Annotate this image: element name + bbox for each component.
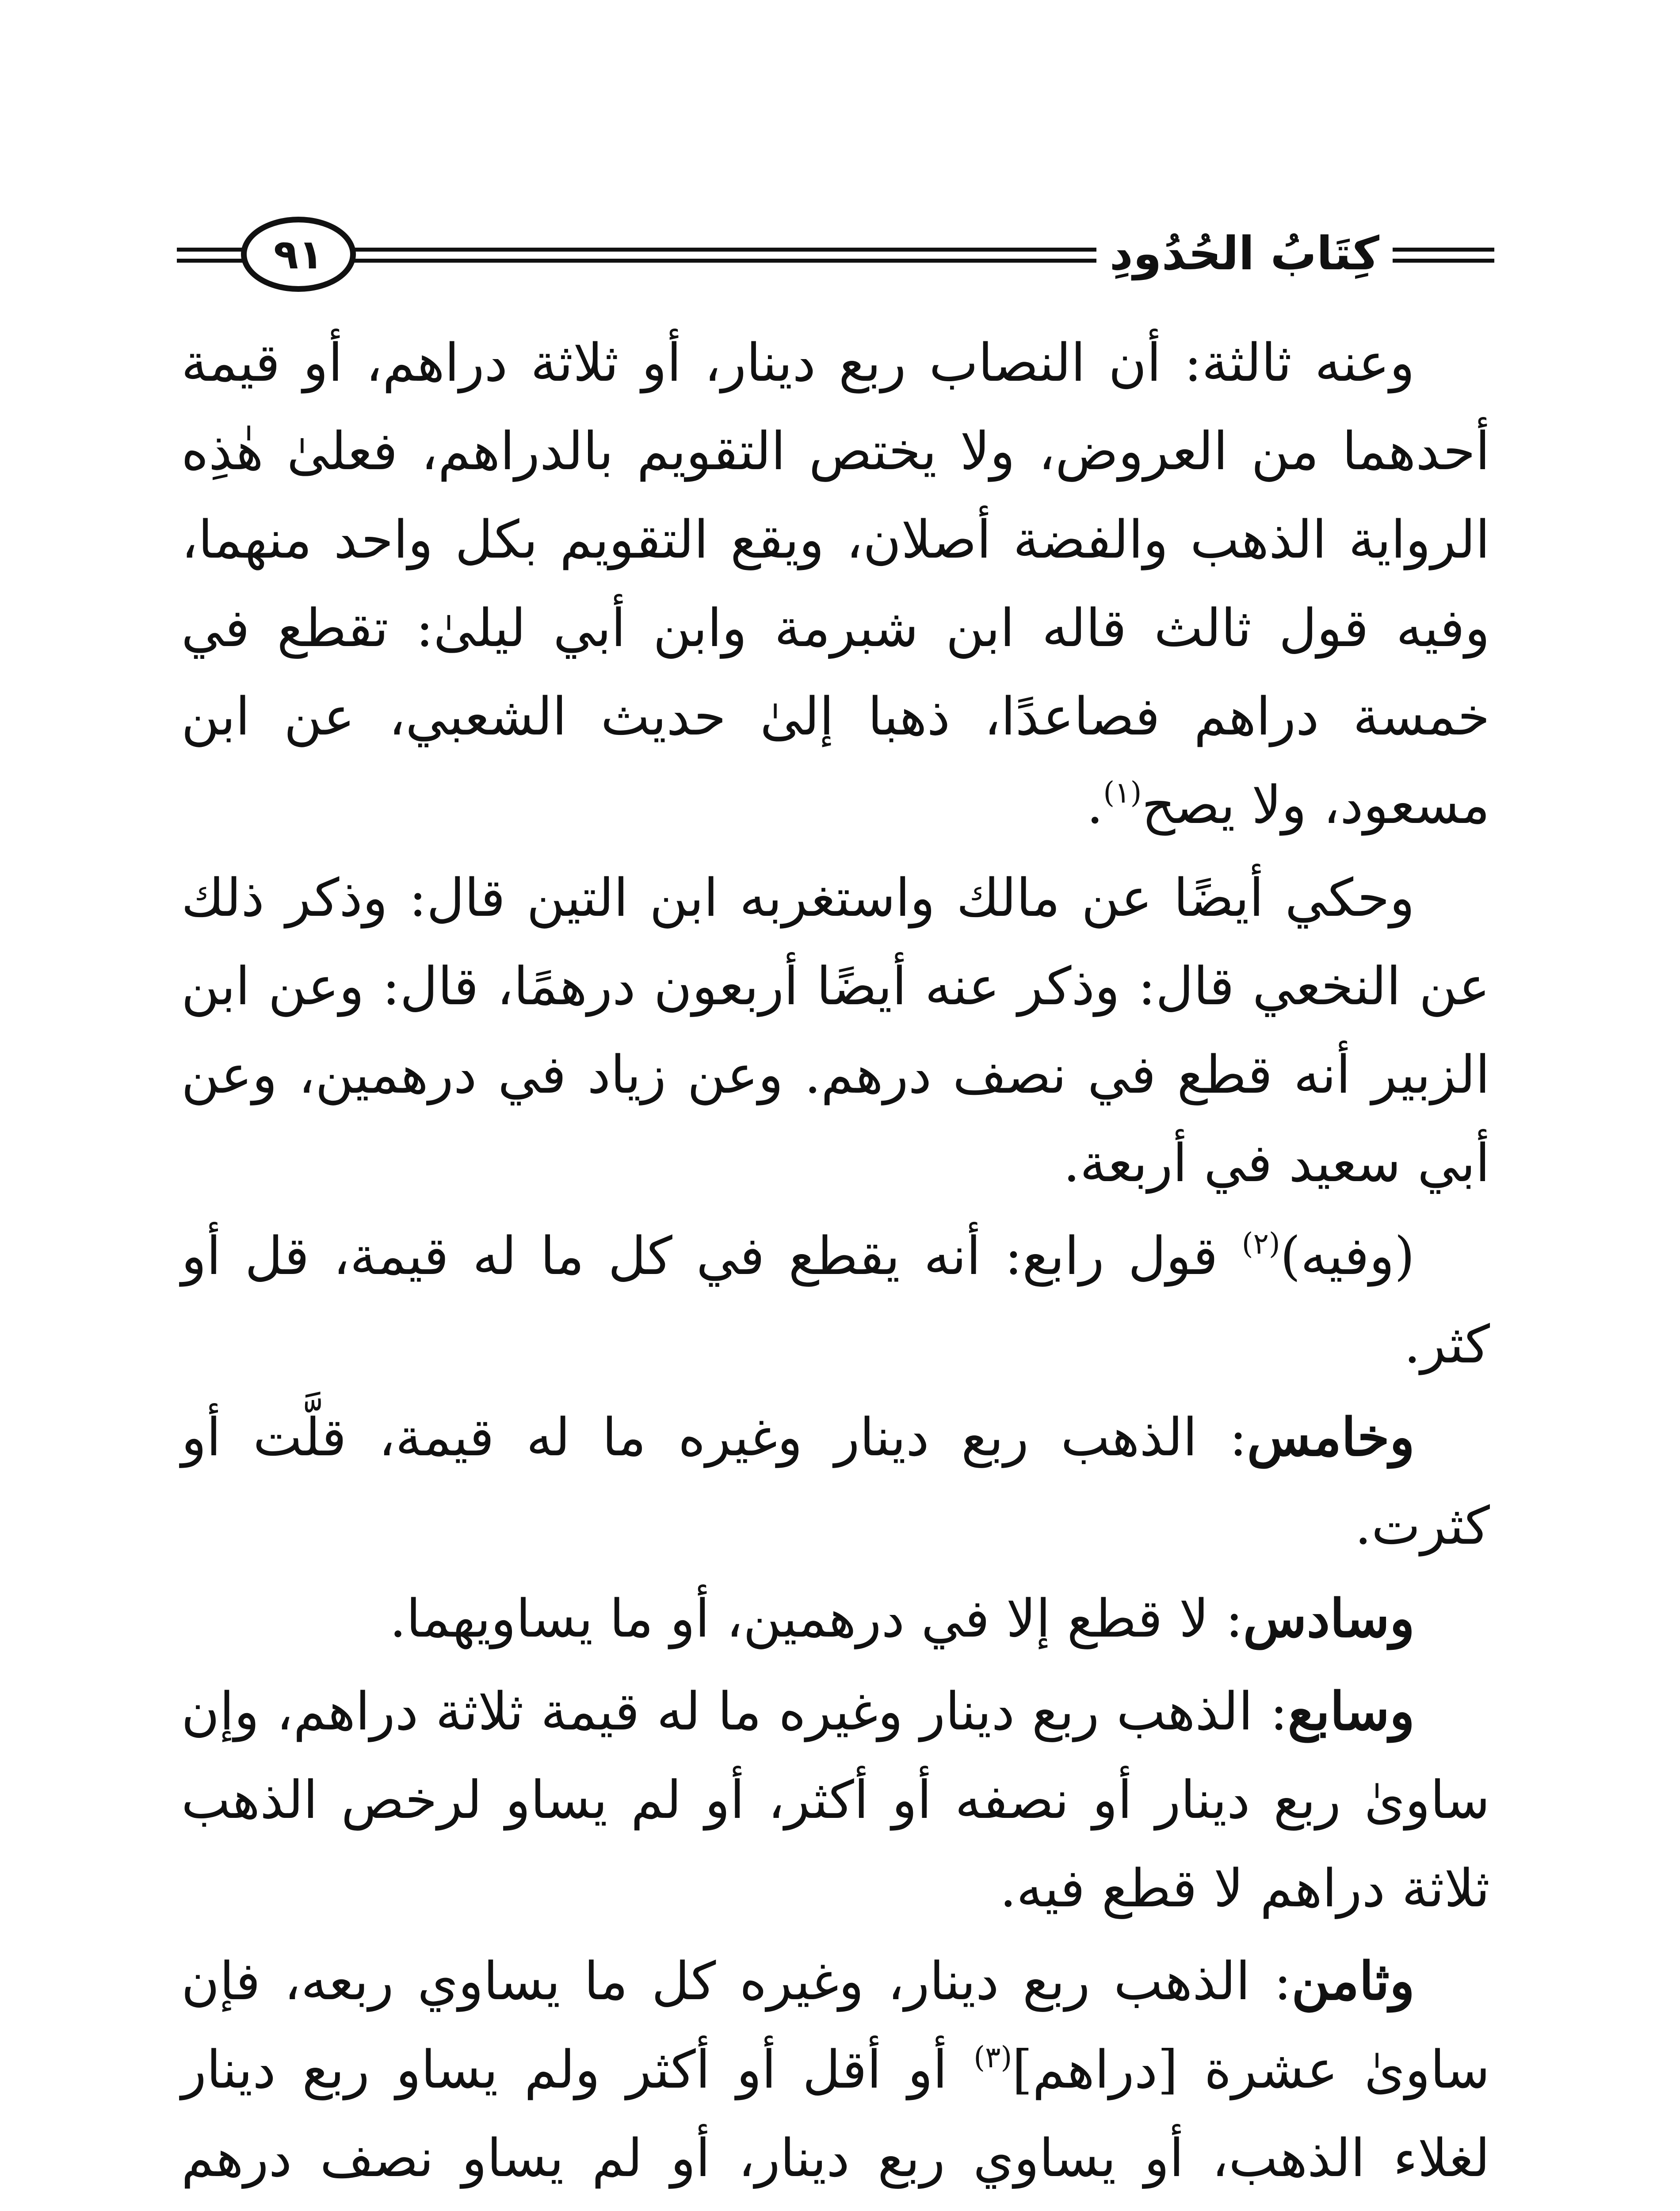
paragraph-text: قول رابع: أنه يقطع في كل ما له قيمة، قل أو كثر.	[181, 1225, 1490, 1375]
ordinal-keyword: وخامس	[1247, 1406, 1415, 1468]
paragraph	[181, 318, 1490, 849]
main-text	[181, 318, 1490, 2211]
page-header	[177, 212, 1494, 301]
paragraph-text: وحكي أيضًا عن مالك واستغربه ابن التين قال: وذكر ذلك عن النخعي قال: وذكر عنه أيضًا أربعون درهمًا، قال: وعن ابن الزبير أنه قطع في نصف درهم. وعن زياد في درهمين، وعن أبي سعيد في أربعة.	[181, 867, 1490, 1193]
paragraph-text: (وفيه)	[1280, 1225, 1415, 1286]
paragraph	[181, 853, 1490, 1207]
ordinal-keyword: وسادس	[1243, 1587, 1415, 1649]
paragraph-text: : الذهب ربع دينار وغيره ما له قيمة ثلاثة دراهم، وإن ساوىٰ ربع دينار أو نصفه أو أكثر، أو لم يساو لرخص الذهب ثلاثة دراهم لا قطع فيه.	[181, 1681, 1490, 1919]
page-number: ٩١	[241, 217, 356, 292]
paragraph	[181, 1937, 1490, 2211]
footnote-ref: (٢)	[1241, 1227, 1280, 1261]
paragraph-text: .	[1086, 774, 1103, 835]
footnote-ref: (١)	[1103, 776, 1142, 810]
paragraph	[181, 1212, 1490, 1389]
paragraph-text: وعنه ثالثة: أن النصاب ربع دينار، أو ثلاثة دراهم، أو قيمة أحدهما من العروض، ولا يختص التقويم بالدراهم، فعلىٰ هٰذِه الرواية الذهب والفضة أصلان، ويقع التقويم بكل واحد منهما، وفيه قول ثالث قاله ابن شبرمة وابن أبي ليلىٰ: تقطع في خمسة دراهم فصاعدًا، ذهبا إلىٰ حديث الشعبي، عن ابن مسعود، ولا يصح	[181, 332, 1490, 835]
footnote-ref: (٣)	[974, 2040, 1012, 2074]
paragraph-text: أو أقل أو أكثر ولم يساو ربع دينار لغلاء الذهب، أو يساوي ربع دينار، أو لم يساو نصف درهم	[181, 2039, 1490, 2188]
running-title: كِتَابُ الحُدُودِ	[1096, 220, 1393, 287]
paragraph-text: : الذهب ربع دينار، وغيره كل ما يساوي ربعه، فإن ساوىٰ عشرة [دراهم]	[181, 1951, 1490, 2100]
paragraph-text: : الذهب ربع دينار وغيره ما له قيمة، قلَّت أو كثرت.	[181, 1407, 1490, 1556]
paragraph	[181, 1574, 1490, 1663]
ordinal-keyword: وسابع	[1287, 1680, 1415, 1742]
ordinal-keyword: وثامن	[1291, 1950, 1415, 2012]
paragraph	[181, 1667, 1490, 1932]
paragraph	[181, 1393, 1490, 1570]
paragraph-text: : لا قطع إلا في درهمين، أو ما يساويهما.	[389, 1588, 1243, 1649]
